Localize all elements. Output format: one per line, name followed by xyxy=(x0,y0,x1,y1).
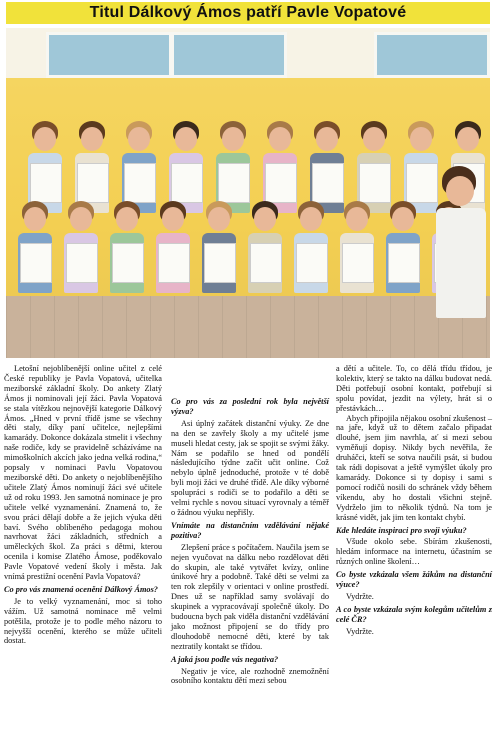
interview-question: A co byste vzkázala svým kolegům učitelům z celé ČR? xyxy=(336,604,492,624)
interview-question: Kde hledáte inspiraci pro svoji výuku? xyxy=(336,525,467,535)
photo-window xyxy=(46,32,172,78)
interview-question: Co pro vás znamená ocenění Dálkový Ámos? xyxy=(4,584,158,594)
article-paragraph: Je to velký vyznamenání, moc si toho vážím. Už samotná nominace mě velmi potěšila, protože je to podle mého názoru to nejvyšší ocenění, kterého se může učiteli dostat. xyxy=(4,596,162,646)
article-paragraph: a dětí a učitele. To, co dělá třídu třídou, je kolektiv, který se takto na dálku budovat nedá. Děti potřebují osobní kontakt, potřebují si spolu povídat, jezdit na výlety, hrát si o přestávkách… xyxy=(336,364,492,413)
interview-question: A jaká jsou podle vás negativa? xyxy=(171,654,279,664)
interview-question: Co pro vás za poslední rok byla největší výzva? xyxy=(171,397,329,416)
photo-floor xyxy=(6,296,490,358)
headline-bar xyxy=(6,2,490,24)
article-column-2 xyxy=(171,394,329,686)
article-paragraph: Všude okolo sebe. Sbírám zkušenosti, hledám informace na internetu, účastním se různých online školení… xyxy=(336,537,492,567)
article-paragraph: Letošní nejoblíbenější online učitel z celé České republiky je Pavla Vopatová, učitelka meziborské základní školy. Do ankety Zlatý Ámos ji nominovali její žáci. Pavla Vopatová se stala vítězkou nejnovější kategorie Dálkový Ámos. „Hned v první třídě jsme se všechny děti staly, díky paní učitelce, nejlepšími kamarády. Dokonce dokázala stmelit i všechny naše rodiče, kdy se pravidelně scházíváme na mimoškolních akcích jako jedna velká rodina,“ popsaly v nominaci Pavlu Vopatovou meziborské děti. Do ankety o nejoblíbenějšího učitele Zlatý Ámos nominují žáci své učitele už od roku 1993. Jen samotná nominace je pro učitele velké vyznamenání. Znamená to, že svou práci dělají dobře a že jejich výuka děti baví. Svého oblíbeného pedagoga mohou navrhovat žáci základních, středních a uměleckých škol. Za práci s dětmi, kterou ocenila i komise Zlatého Ámose, poděkovalo Pavle Vopatové vedení školy i města. Jak vnímá prestižní ocenění Pavla Vopatová? xyxy=(4,364,162,582)
article-paragraph: Vydržte. xyxy=(346,591,374,601)
interview-question: Vnímáte na distančním vzdělávání nějaké pozitiva? xyxy=(171,520,329,540)
article-paragraph: Abych připojila nějakou osobní zkušenost – na jaře, když už to dětem začalo připadat dlouhé, jsem jim navrhla, ať si mezi sebou vyměňují dopisy. Nikdy bych nevěřila, že druháčci, kteří se sotva naučili psát, si budou tak rádi dopisovat a ještě vymýšlet úkoly pro kamarády. Dokonce si ty dopisy i sami s pomocí rodičů nosili do schránek vždy během víkendu, aby ho dostali všichni stejně. Vydrželo jim to několik týdnů. Na tom je krásné vidět, jak jim ten kontakt chybí. xyxy=(336,413,492,522)
interview-question: Co byste vzkázala všem žákům na distanční výuce? xyxy=(336,570,492,590)
article-column-3 xyxy=(336,364,492,637)
article-title: Titul Dálkový Ámos patří Pavle Vopatové xyxy=(89,4,407,21)
photo-window xyxy=(171,32,287,78)
article-paragraph: Negativ je více, ale rozhodně znemožnění osobního kontaktu dětí mezi sebou xyxy=(171,666,329,686)
article-paragraph: Vydržte. xyxy=(346,626,374,636)
class-photo xyxy=(6,28,490,358)
photo-window xyxy=(374,32,490,78)
article-column-1 xyxy=(4,364,162,646)
article-paragraph: Zlepšení práce s počítačem. Naučila jsem se nejen vyučovat na dálku nebo rozdělovat děti do skupin, ale také vytvářet kvízy, online únikové hry a podobně. Také děti se velmi za ten rok zlepšily v orientaci v online prostředí. Dnes už se například samy svolávají do skupinek a vypracovávají společně úkoly. Do budoucna bych pak viděla distanční vzdělávání jako možnost připojení se do třídy pro dlouhodobě nemocné děti, které by tak neztratily kontakt se třídou. xyxy=(171,542,329,651)
article-paragraph: Asi úplný začátek distanční výuky. Ze dne na den se zavřely školy a my učitelé jsme museli hledat cesty, jak se spojit se svými žáky. Nám se podařilo se hned od pondělí následujícího týdne začít učit online. Což nebylo úplně jednoduché, protože v té době byli moji žáci ve druhé třídě. Ale díky výborné spolupráci s rodiči se to podařilo a děti se velmi rychle s novou situací vyrovnaly a téměř o žádnou výuku nepřišly. xyxy=(171,418,329,517)
